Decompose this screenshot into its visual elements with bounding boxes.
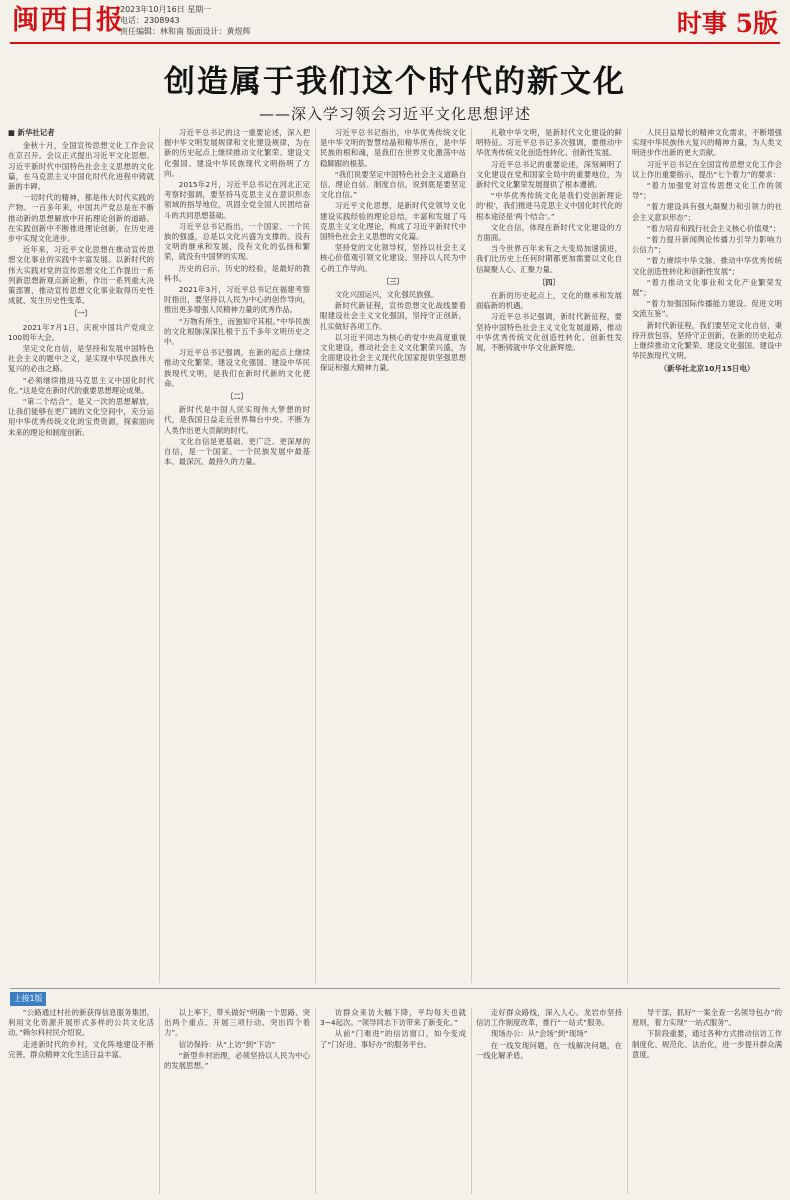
paragraph: 近年来，习近平文化思想在推动宣传思想文化事业的实践中丰富发展。以新时代的伟大实践对党的宣传思想文化工作提出一系列新思想新观点新论断，作出一系列重大决策部署，推动宣传思想文化事业取得历史性成就、发生历史性变革。 (8, 245, 154, 306)
paragraph: 习近平总书记的这一重要论述，深入把握中华文明发展规律和文化建设规律，为在新的历史起点上继续推动文化繁荣、建设文化强国、建设中华民族现代文明指明了方向。 (164, 128, 310, 178)
paragraph: “着力加强党对宣传思想文化工作的领导”； (632, 181, 782, 201)
paragraph: 在新的历史起点上，文化的继承和发展面临新的机遇。 (476, 291, 622, 311)
paragraph: “着力建设具有强大凝聚力和引领力的社会主义意识形态”； (632, 202, 782, 222)
article-headline: 创造属于我们这个时代的新文化 (164, 64, 626, 100)
bottom-column-2 (164, 1008, 310, 1194)
bottom-column-5 (632, 1008, 782, 1194)
paragraph: 文化自信，体现在新时代文化建设的方方面面。 (476, 222, 622, 243)
paragraph: “着力赓续中华文脉、推动中华优秀传统文化创造性转化和创新性发展”； (632, 256, 782, 276)
page-number: 5 (735, 9, 753, 38)
article-signoff: （新华社北京10月15日电） (659, 364, 755, 374)
article-column-1 (8, 128, 154, 983)
section-mark-3: 〔三〕 (381, 276, 405, 286)
paragraph: 现场办公：从“会场”到“现场” (490, 1029, 588, 1039)
paragraph: 走好群众路线，深入人心。龙岩市坚持信访工作制度改革，推行“一站式”服务。 (476, 1008, 622, 1028)
paragraph: “着力推动文化事业和文化产业繁荣发展”； (632, 277, 782, 298)
editor-line: 责任编辑：林和南 版面设计：黄煜辉 (120, 27, 251, 36)
bottom-rule (10, 988, 780, 989)
paragraph: 信访保持：从“上访”到“下访” (178, 1039, 276, 1049)
paragraph: 习近平总书记的重要论述，深刻阐明了文化建设在党和国家全局中的重要地位，为新时代文化繁荣发展提供了根本遵循。 (476, 159, 622, 190)
paragraph: 习近平文化思想，是新时代党领导文化建设实践经验的理论总结，丰富和发展了马克思主义文化理论，构成了习近平新时代中国特色社会主义思想的文化篇。 (320, 201, 466, 242)
column-divider (159, 128, 160, 983)
paragraph: 习近平总书记指出，一个国家、一个民族的强盛，总是以文化兴盛为支撑的。没有文明的继承和发展，没有文化的弘扬和繁荣，就没有中国梦的实现。 (164, 221, 310, 262)
bottom-column-1 (8, 1008, 154, 1194)
page-suffix: 版 (752, 9, 778, 38)
paragraph: 习近平总书记强调，在新的起点上继续推动文化繁荣、建设文化强国、建设中华民族现代文明，是我们在新时代新的文化使命。 (164, 348, 310, 388)
article-column-5 (632, 128, 782, 983)
paragraph: 文化自信是更基础、更广泛、更深厚的自信，是一个国家、一个民族发展中最基本、最深沉、最持久的力量。 (164, 436, 310, 467)
column-divider (627, 1008, 628, 1194)
paragraph: 走进新时代的乡村，文化阵地建设不断完善，群众精神文化生活日益丰富。 (8, 1039, 154, 1059)
section-heading (677, 4, 778, 40)
paragraph: 当今世界百年未有之大变局加速演进，我们比历史上任何时期都更加需要以文化自信凝聚人心、汇聚力量。 (476, 244, 622, 274)
paragraph: 文化兴国运兴，文化强民族强。 (334, 290, 439, 300)
paragraph: “我们说要坚定中国特色社会主义道路自信、理论自信、制度自信，说到底是要坚定文化自信。” (320, 169, 466, 200)
reporter-byline: ■ 新华社记者 (8, 128, 55, 137)
paragraph: 新时代新征程，宣传思想文化战线要着眼建设社会主义文化强国，坚持守正创新，扎实做好各项工作。 (320, 301, 466, 331)
masthead-meta (120, 4, 251, 37)
paragraph: 坚持党的文化领导权，坚持以社会主义核心价值观引领文化建设，坚持以人民为中心的工作导向。 (320, 243, 466, 273)
paragraph: 从前“门难进”的信访窗口，如今变成了“门好进、事好办”的服务平台。 (320, 1029, 466, 1049)
paragraph: 金秋十月，全国宣传思想文化工作会议在京召开。会议正式提出习近平文化思想。习近平新时代中国特色社会主义思想的文化篇，在马克思主义中国化时代化进程中铸就新的丰碑。 (8, 141, 154, 192)
paragraph: 导干部，抓好“一案全查一名领导包办”的原则，着力实现“一站式服务”。 (632, 1008, 782, 1028)
paragraph: 2021年3月，习近平总书记在福建考察时指出，要坚持以人民为中心的创作导向，推出更多增强人民精神力量的优秀作品。 (164, 285, 310, 315)
paragraph: 2021年7月1日，庆祝中国共产党成立100周年大会。 (8, 322, 154, 342)
paragraph: 新时代新征程，我们要坚定文化自信，秉持开放包容，坚持守正创新，在新的历史起点上继续推动文化繁荣、建设文化强国、建设中华民族现代文明。 (632, 320, 782, 361)
paragraph: 以上率下，带头做好“明确一个思路、突出两个重点、开展三项行动、突出四个着力”。 (164, 1008, 310, 1038)
column-divider (315, 128, 316, 983)
bottom-column-3 (320, 1008, 466, 1194)
paragraph: 下阶段重要，通过各种方式推动信访工作制度化、规范化、法治化，进一步提升群众满意度。 (632, 1029, 782, 1059)
paragraph: 习近平总书记强调，新时代新征程，要坚持中国特色社会主义文化发展道路，推动中华优秀传统文化创造性转化、创新性发展，不断铸就中华文化新辉煌。 (476, 312, 622, 353)
article-body (8, 128, 782, 983)
column-divider (627, 128, 628, 983)
paragraph: 新时代是中国人民实现伟大梦想的时代，是我国日益走近世界舞台中央、不断为人类作出更大贡献的时代。 (164, 405, 310, 435)
column-divider (159, 1008, 160, 1194)
paragraph: “着力培育和践行社会主义核心价值观”； (646, 223, 781, 233)
paragraph: “必须继续推进马克思主义中国化时代化。”这是党在新时代的重要思想理论成果。 (8, 375, 154, 395)
paragraph: 访群众来访大幅下降，平均每天也就3~4起次。“领导同志下访带来了新变化。” (320, 1008, 466, 1028)
paragraph: “新型乡村治理，必须坚持以人民为中心的发展思想。” (164, 1050, 310, 1071)
paragraph: 在一线发现问题，在一线解决问题，在一线化解矛盾。 (476, 1040, 622, 1060)
section-mark-2: 〔二〕 (225, 392, 249, 402)
paragraph: “着力加强国际传播能力建设、促进文明交流互鉴”。 (632, 299, 782, 319)
phone-line: 电话：2308943 (120, 16, 180, 25)
masthead (0, 0, 790, 40)
newspaper-logo: 闽西日报 (12, 5, 124, 36)
paragraph: “着力提升新闻舆论传播力引导力影响力公信力”； (632, 235, 782, 255)
paragraph: 坚定文化自信，是坚持和发展中国特色社会主义的题中之义，是实现中华民族伟大复兴的必由之路。 (8, 344, 154, 374)
column-divider (471, 1008, 472, 1194)
section-mark-1: 〔一〕 (69, 309, 93, 319)
paragraph: “第二个结合”，是又一次的思想解放，让我们能够在更广阔的文化空间中，充分运用中华优秀传统文化的宝贵资源，探索面向未来的理论和制度创新。 (8, 397, 154, 437)
paragraph: 一切时代的精神，都是伟大时代实践的产物。一百多年来，中国共产党总是在不断推动新的思想解放中开拓理论创新的道路。在实践创新中不断推进理论创新，在历史进步中实现文化进步。 (8, 193, 154, 244)
paragraph: 2015年2月，习近平总书记在河北正定考察时强调，要坚持马克思主义在意识形态领域的指导地位，巩固全党全国人民团结奋斗的共同思想基础。 (164, 180, 310, 220)
column-divider (315, 1008, 316, 1194)
paragraph: 习近平总书记指出，中华优秀传统文化是中华文明的智慧结晶和精华所在，是中华民族的根和魂，是我们在世界文化激荡中站稳脚跟的根基。 (320, 128, 466, 168)
masthead-rule (10, 42, 780, 44)
paragraph: “万物有所生，而独知守其根。”中华民族的文化根脉深深扎根于五千多年文明历史之中。 (164, 316, 310, 347)
paragraph: “中华优秀传统文化是我们党创新理论的‘根’，我们推进马克思主义中国化时代化的根本途径是‘两个结合’。” (476, 191, 622, 221)
section-mark-4: 〔四〕 (537, 277, 561, 287)
article-column-2 (164, 128, 310, 983)
bottom-article (8, 1008, 782, 1194)
paragraph: 以习近平同志为核心的党中央高度重视文化建设，推动社会主义文化繁荣兴盛，为全面建设社会主义现代化国家提供坚强思想保证和强大精神力量。 (320, 332, 466, 373)
paragraph: 人民日益增长的精神文化需求，不断增强实现中华民族伟大复兴的精神力量，为人类文明进步作出新的更大贡献。 (632, 128, 782, 158)
bottom-column-4 (476, 1008, 622, 1194)
section-name: 时事 (676, 9, 727, 38)
column-divider (471, 128, 472, 983)
paragraph: “公路通过村社的新获得信息服务集团，利用文化资源开展形式多样的公共文化活动。”赖尔科村民介绍说。 (8, 1008, 154, 1038)
issue-date: 2023年10月16日 星期一 (120, 5, 212, 14)
article-column-4 (476, 128, 622, 983)
article-subhead: ——深入学习领会习近平文化思想评述 (258, 105, 531, 123)
article-column-3 (320, 128, 466, 983)
paragraph: 历史的启示，历史的经验，是最好的教科书。 (164, 263, 310, 283)
paragraph: 礼敬中华文明，是新时代文化建设的鲜明特征。习近平总书记多次强调，要推动中华优秀传统文化创造性转化、创新性发展。 (476, 128, 622, 158)
continued-label: 上接1版 (10, 992, 46, 1006)
paragraph: 习近平总书记在全国宣传思想文化工作会议上作出重要指示，提出“七个着力”的要求： (632, 159, 782, 179)
